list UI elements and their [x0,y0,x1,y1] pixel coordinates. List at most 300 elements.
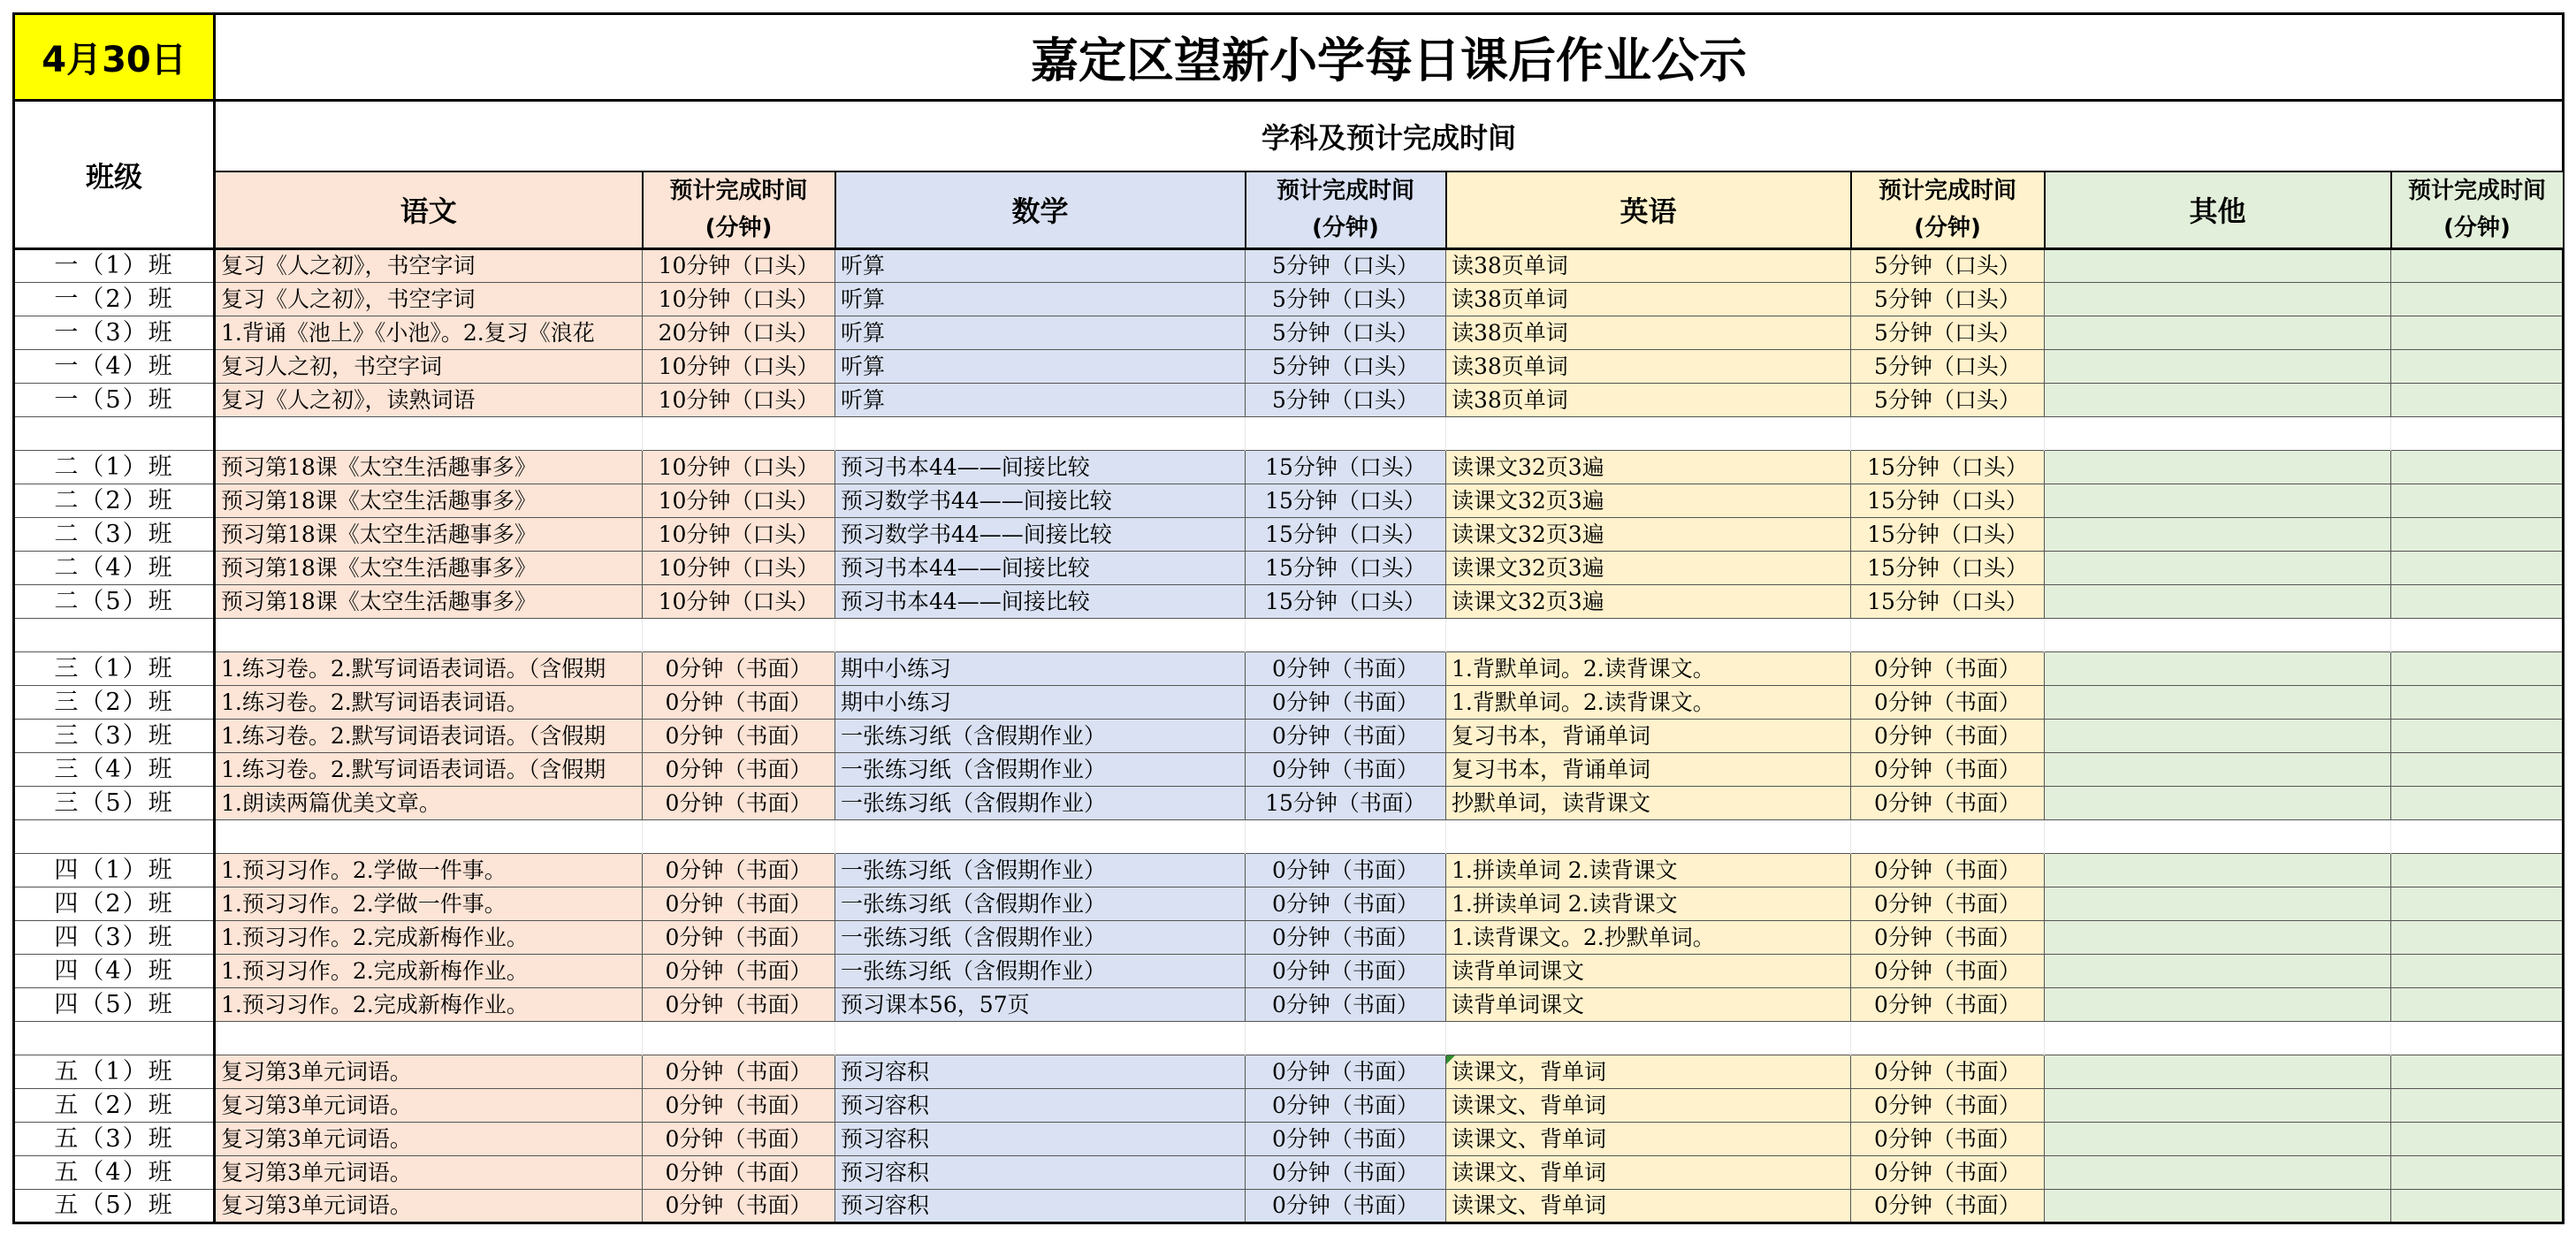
other-time-cell[interactable] [2391,484,2564,518]
math-homework-cell[interactable]: 听算 [835,316,1246,350]
other-time-cell[interactable] [2391,518,2564,552]
math-time-cell[interactable]: 15分钟（口头） [1246,518,1446,552]
math-time-cell[interactable]: 5分钟（口头） [1246,350,1446,384]
empty-cell [1446,820,1851,854]
empty-cell [1246,820,1446,854]
math-homework-cell[interactable]: 预习容积 [835,1190,1246,1223]
other-time-cell[interactable] [2391,955,2564,988]
empty-cell [215,1022,643,1055]
table-row [14,887,2564,921]
grade-separator-row [14,1022,2564,1055]
math-homework-cell[interactable]: 预习书本44——间接比较 [835,552,1246,585]
class-cell[interactable]: 五（5）班 [14,1190,215,1223]
empty-cell [643,619,835,652]
empty-cell [1246,417,1446,451]
chinese-homework-cell[interactable]: 1.练习卷。2.默写词语表词语。（含假期 [215,720,643,753]
empty-cell [1246,619,1446,652]
empty-cell [14,1022,215,1055]
english-homework-cell[interactable]: 复习书本，背诵单词 [1446,753,1851,787]
math-time-cell[interactable]: 5分钟（口头） [1246,316,1446,350]
english-time-cell[interactable]: 0分钟（书面） [1851,1089,2045,1123]
english-homework-cell[interactable]: 读背单词课文 [1446,955,1851,988]
empty-cell [1851,417,2045,451]
other-homework-cell[interactable] [2045,921,2391,955]
english-time-cell[interactable]: 15分钟（口头） [1851,518,2045,552]
table-row [14,316,2564,350]
class-cell[interactable]: 四（2）班 [14,887,215,921]
chinese-time-cell[interactable]: 10分钟（口头） [643,350,835,384]
other-time-cell[interactable] [2391,1055,2564,1089]
english-homework-cell[interactable]: 读课文32页3遍 [1446,518,1851,552]
math-time-cell[interactable]: 5分钟（口头） [1246,249,1446,283]
other-time-cell[interactable] [2391,854,2564,887]
math-homework-cell[interactable]: 期中小练习 [835,686,1246,720]
math-homework-cell[interactable]: 预习书本44——间接比较 [835,585,1246,619]
other-homework-cell[interactable] [2045,552,2391,585]
table-row [14,652,2564,686]
chinese-homework-cell[interactable]: 1.背诵《池上》《小池》。2.复习《浪花 [215,316,643,350]
table-row [14,1123,2564,1156]
class-cell[interactable]: 四（1）班 [14,854,215,887]
english-homework-cell[interactable]: 读课文、背单词 [1446,1156,1851,1190]
math-time-cell[interactable]: 0分钟（书面） [1246,753,1446,787]
chinese-time-cell[interactable]: 0分钟（书面） [643,1156,835,1190]
math-homework-cell[interactable]: 预习课本56，57页 [835,988,1246,1022]
subject-header-chinese: 语文 [215,171,643,249]
other-homework-cell[interactable] [2045,854,2391,887]
empty-cell [215,820,643,854]
class-cell[interactable]: 二（1）班 [14,451,215,484]
other-time-cell[interactable] [2391,1190,2564,1223]
other-homework-cell[interactable] [2045,316,2391,350]
empty-cell [2391,619,2564,652]
math-time-cell[interactable]: 0分钟（书面） [1246,988,1446,1022]
math-time-cell[interactable]: 0分钟（书面） [1246,1055,1446,1089]
class-cell[interactable]: 一（4）班 [14,350,215,384]
english-homework-cell[interactable]: 读课文、背单词 [1446,1089,1851,1123]
math-homework-cell[interactable]: 听算 [835,249,1246,283]
class-cell[interactable]: 二（4）班 [14,552,215,585]
empty-cell [643,820,835,854]
chinese-homework-cell[interactable]: 复习第3单元词语。 [215,1190,643,1223]
empty-cell [1246,1022,1446,1055]
other-time-cell[interactable] [2391,887,2564,921]
english-time-cell[interactable]: 5分钟（口头） [1851,249,2045,283]
english-homework-cell[interactable]: 读课文32页3遍 [1446,585,1851,619]
chinese-time-cell[interactable]: 10分钟（口头） [643,283,835,316]
chinese-homework-cell[interactable]: 复习第3单元词语。 [215,1156,643,1190]
homework-table [12,12,2565,1224]
english-time-cell[interactable]: 0分钟（书面） [1851,1156,2045,1190]
other-time-cell[interactable] [2391,249,2564,283]
chinese-time-cell[interactable]: 10分钟（口头） [643,451,835,484]
chinese-homework-cell[interactable]: 1.练习卷。2.默写词语表词语。（含假期 [215,652,643,686]
chinese-time-cell[interactable]: 0分钟（书面） [643,1055,835,1089]
other-homework-cell[interactable] [2045,1123,2391,1156]
empty-cell [643,1022,835,1055]
chinese-homework-cell[interactable]: 复习第3单元词语。 [215,1055,643,1089]
chinese-homework-cell[interactable]: 1.预习习作。2.完成新梅作业。 [215,921,643,955]
chinese-homework-cell[interactable]: 1.预习习作。2.完成新梅作业。 [215,988,643,1022]
chinese-homework-cell[interactable]: 预习第18课《太空生活趣事多》 [215,552,643,585]
table-row [14,249,2564,283]
grade-separator-row [14,619,2564,652]
table-row [14,720,2564,753]
chinese-time-cell[interactable]: 0分钟（书面） [643,1089,835,1123]
date-cell: 4月30日 [14,14,215,101]
class-cell[interactable]: 五（3）班 [14,1123,215,1156]
english-homework-cell[interactable]: 1.拼读单词 2.读背课文 [1446,887,1851,921]
class-cell[interactable]: 三（1）班 [14,652,215,686]
table-row [14,552,2564,585]
other-homework-cell[interactable] [2045,484,2391,518]
math-time-cell[interactable]: 0分钟（书面） [1246,720,1446,753]
math-time-cell[interactable]: 15分钟（口头） [1246,552,1446,585]
other-time-cell[interactable] [2391,652,2564,686]
class-cell[interactable]: 三（4）班 [14,753,215,787]
english-homework-cell[interactable]: 读38页单词 [1446,350,1851,384]
empty-cell [1446,417,1851,451]
empty-cell [2391,820,2564,854]
table-row [14,283,2564,316]
chinese-homework-cell[interactable]: 复习人之初，书空字词 [215,350,643,384]
chinese-time-cell[interactable]: 20分钟（口头） [643,316,835,350]
chinese-homework-cell[interactable]: 复习第3单元词语。 [215,1089,643,1123]
table-row [14,854,2564,887]
other-homework-cell[interactable] [2045,283,2391,316]
chinese-homework-cell[interactable]: 复习《人之初》，读熟词语 [215,384,643,417]
class-cell[interactable]: 五（1）班 [14,1055,215,1089]
other-homework-cell[interactable] [2045,1190,2391,1223]
class-cell[interactable]: 四（4）班 [14,955,215,988]
math-homework-cell[interactable]: 一张练习纸（含假期作业） [835,753,1246,787]
math-time-cell[interactable]: 0分钟（书面） [1246,921,1446,955]
subject-header-other: 其他 [2045,171,2391,249]
other-time-cell[interactable] [2391,384,2564,417]
math-homework-cell[interactable]: 预习容积 [835,1055,1246,1089]
table-row [14,686,2564,720]
table-row [14,787,2564,820]
empty-cell [835,417,1246,451]
other-time-cell[interactable] [2391,451,2564,484]
class-cell[interactable]: 一（5）班 [14,384,215,417]
empty-cell [2045,1022,2391,1055]
english-time-cell[interactable]: 0分钟（书面） [1851,854,2045,887]
english-time-cell[interactable]: 15分钟（口头） [1851,451,2045,484]
other-time-cell[interactable] [2391,552,2564,585]
english-homework-cell[interactable]: 读38页单词 [1446,283,1851,316]
empty-cell [1446,1022,1851,1055]
subject-group-header: 学科及预计完成时间 [215,101,2564,171]
chinese-homework-cell[interactable]: 复习《人之初》，书空字词 [215,283,643,316]
chinese-time-cell[interactable]: 0分钟（书面） [643,753,835,787]
math-homework-cell[interactable]: 一张练习纸（含假期作业） [835,887,1246,921]
class-cell[interactable]: 三（2）班 [14,686,215,720]
english-homework-cell[interactable]: 读38页单词 [1446,316,1851,350]
english-time-cell[interactable]: 0分钟（书面） [1851,921,2045,955]
table-row [14,955,2564,988]
table-row [14,1055,2564,1089]
english-homework-cell[interactable]: 抄默单词，读背课文 [1446,787,1851,820]
class-cell[interactable]: 三（3）班 [14,720,215,753]
empty-cell [2045,417,2391,451]
chinese-time-cell[interactable]: 0分钟（书面） [643,652,835,686]
other-homework-cell[interactable] [2045,955,2391,988]
chinese-time-cell[interactable]: 0分钟（书面） [643,854,835,887]
math-homework-cell[interactable]: 听算 [835,283,1246,316]
math-time-cell[interactable]: 15分钟（口头） [1246,451,1446,484]
other-time-cell[interactable] [2391,585,2564,619]
other-homework-cell[interactable] [2045,451,2391,484]
english-homework-cell[interactable]: 读38页单词 [1446,384,1851,417]
class-cell[interactable]: 二（5）班 [14,585,215,619]
class-cell[interactable]: 四（3）班 [14,921,215,955]
english-time-cell[interactable]: 0分钟（书面） [1851,955,2045,988]
table-row [14,988,2564,1022]
chinese-time-cell[interactable]: 0分钟（书面） [643,921,835,955]
english-homework-cell[interactable]: 读背单词课文 [1446,988,1851,1022]
class-cell[interactable]: 一（1）班 [14,249,215,283]
chinese-time-cell[interactable]: 0分钟（书面） [643,955,835,988]
chinese-homework-cell[interactable]: 1.练习卷。2.默写词语表词语。 [215,686,643,720]
other-homework-cell[interactable] [2045,585,2391,619]
english-time-cell[interactable]: 15分钟（口头） [1851,552,2045,585]
table-row [14,585,2564,619]
time-header-other: 预计完成时间 (分钟) [2391,171,2564,249]
class-cell[interactable]: 一（3）班 [14,316,215,350]
chinese-homework-cell[interactable]: 预习第18课《太空生活趣事多》 [215,451,643,484]
math-time-cell[interactable]: 15分钟（口头） [1246,585,1446,619]
math-homework-cell[interactable]: 一张练习纸（含假期作业） [835,787,1246,820]
english-time-cell[interactable]: 15分钟（口头） [1851,484,2045,518]
chinese-time-cell[interactable]: 0分钟（书面） [643,1190,835,1223]
empty-cell [835,820,1246,854]
table-row [14,921,2564,955]
other-homework-cell[interactable] [2045,887,2391,921]
table-row [14,484,2564,518]
empty-cell [1851,619,2045,652]
empty-cell [215,619,643,652]
class-cell[interactable]: 四（5）班 [14,988,215,1022]
math-homework-cell[interactable]: 预习容积 [835,1089,1246,1123]
chinese-time-cell[interactable]: 0分钟（书面） [643,988,835,1022]
chinese-homework-cell[interactable]: 预习第18课《太空生活趣事多》 [215,484,643,518]
other-homework-cell[interactable] [2045,988,2391,1022]
english-time-cell[interactable]: 0分钟（书面） [1851,988,2045,1022]
table-row [14,753,2564,787]
math-time-cell[interactable]: 0分钟（书面） [1246,1156,1446,1190]
math-homework-cell[interactable]: 预习容积 [835,1156,1246,1190]
table-row [14,1190,2564,1223]
chinese-homework-cell[interactable]: 1.预习习作。2.完成新梅作业。 [215,955,643,988]
other-homework-cell[interactable] [2045,753,2391,787]
empty-cell [1446,619,1851,652]
english-time-cell[interactable]: 0分钟（书面） [1851,887,2045,921]
other-homework-cell[interactable] [2045,518,2391,552]
other-homework-cell[interactable] [2045,350,2391,384]
class-cell[interactable]: 二（3）班 [14,518,215,552]
english-time-cell[interactable]: 5分钟（口头） [1851,350,2045,384]
english-time-cell[interactable]: 0分钟（书面） [1851,720,2045,753]
chinese-homework-cell[interactable]: 1.预习习作。2.学做一件事。 [215,887,643,921]
math-time-cell[interactable]: 0分钟（书面） [1246,1190,1446,1223]
english-homework-cell[interactable]: 读课文、背单词 [1446,1123,1851,1156]
empty-cell [643,417,835,451]
english-homework-cell[interactable]: 读课文32页3遍 [1446,451,1851,484]
chinese-homework-cell[interactable]: 1.练习卷。2.默写词语表词语。（含假期 [215,753,643,787]
math-time-cell[interactable]: 5分钟（口头） [1246,384,1446,417]
math-time-cell[interactable]: 0分钟（书面） [1246,686,1446,720]
english-homework-cell[interactable]: 读课文32页3遍 [1446,484,1851,518]
math-time-cell[interactable]: 5分钟（口头） [1246,283,1446,316]
math-homework-cell[interactable]: 听算 [835,350,1246,384]
math-time-cell[interactable]: 0分钟（书面） [1246,652,1446,686]
other-time-cell[interactable] [2391,921,2564,955]
class-cell[interactable]: 一（2）班 [14,283,215,316]
class-cell[interactable]: 五（4）班 [14,1156,215,1190]
math-homework-cell[interactable]: 一张练习纸（含假期作业） [835,921,1246,955]
math-homework-cell[interactable]: 预习容积 [835,1123,1246,1156]
chinese-time-cell[interactable]: 0分钟（书面） [643,686,835,720]
class-cell[interactable]: 三（5）班 [14,787,215,820]
other-time-cell[interactable] [2391,787,2564,820]
other-homework-cell[interactable] [2045,787,2391,820]
empty-cell [14,417,215,451]
english-homework-cell[interactable]: 1.读背课文。2.抄默单词。 [1446,921,1851,955]
math-time-cell[interactable]: 15分钟（书面） [1246,787,1446,820]
english-time-cell[interactable]: 0分钟（书面） [1851,753,2045,787]
other-homework-cell[interactable] [2045,384,2391,417]
chinese-homework-cell[interactable]: 复习第3单元词语。 [215,1123,643,1156]
math-time-cell[interactable]: 0分钟（书面） [1246,1089,1446,1123]
grade-separator-row [14,820,2564,854]
table-row [14,1089,2564,1123]
math-homework-cell[interactable]: 期中小练习 [835,652,1246,686]
other-time-cell[interactable] [2391,753,2564,787]
chinese-time-cell[interactable]: 0分钟（书面） [643,720,835,753]
table-row [14,518,2564,552]
math-homework-cell[interactable]: 一张练习纸（含假期作业） [835,720,1246,753]
subject-header-math: 数学 [835,171,1246,249]
other-homework-cell[interactable] [2045,652,2391,686]
chinese-homework-cell[interactable]: 预习第18课《太空生活趣事多》 [215,518,643,552]
empty-cell [215,417,643,451]
english-time-cell[interactable]: 0分钟（书面） [1851,787,2045,820]
subject-header-english: 英语 [1446,171,1851,249]
other-time-cell[interactable] [2391,720,2564,753]
english-homework-cell[interactable]: 读课文、背单词 [1446,1190,1851,1223]
math-time-cell[interactable]: 0分钟（书面） [1246,854,1446,887]
math-time-cell[interactable]: 0分钟（书面） [1246,1123,1446,1156]
english-time-cell[interactable]: 5分钟（口头） [1851,316,2045,350]
time-header-chinese: 预计完成时间 (分钟) [643,171,835,249]
math-homework-cell[interactable]: 听算 [835,384,1246,417]
table-row [14,384,2564,417]
empty-cell [1851,1022,2045,1055]
english-time-cell[interactable]: 0分钟（书面） [1851,652,2045,686]
other-time-cell[interactable] [2391,686,2564,720]
english-homework-cell[interactable]: 1.拼读单词 2.读背课文 [1446,854,1851,887]
english-time-cell[interactable]: 5分钟（口头） [1851,283,2045,316]
math-time-cell[interactable]: 0分钟（书面） [1246,955,1446,988]
other-time-cell[interactable] [2391,1089,2564,1123]
math-homework-cell[interactable]: 预习数学书44——间接比较 [835,484,1246,518]
math-time-cell[interactable]: 15分钟（口头） [1246,484,1446,518]
other-time-cell[interactable] [2391,1156,2564,1190]
chinese-time-cell[interactable]: 10分钟（口头） [643,484,835,518]
time-header-english: 预计完成时间 (分钟) [1851,171,2045,249]
other-homework-cell[interactable] [2045,720,2391,753]
english-homework-cell[interactable]: 1.背默单词。2.读背课文。 [1446,686,1851,720]
math-homework-cell[interactable]: 一张练习纸（含假期作业） [835,854,1246,887]
other-time-cell[interactable] [2391,283,2564,316]
chinese-time-cell[interactable]: 0分钟（书面） [643,1123,835,1156]
table-row [14,1156,2564,1190]
table-row [14,350,2564,384]
class-cell[interactable]: 二（2）班 [14,484,215,518]
table-row [14,451,2564,484]
english-time-cell[interactable]: 0分钟（书面） [1851,1123,2045,1156]
chinese-time-cell[interactable]: 10分钟（口头） [643,518,835,552]
empty-cell [2391,417,2564,451]
other-homework-cell[interactable] [2045,1156,2391,1190]
english-time-cell[interactable]: 0分钟（书面） [1851,686,2045,720]
math-homework-cell[interactable]: 预习书本44——间接比较 [835,451,1246,484]
math-homework-cell[interactable]: 预习数学书44——间接比较 [835,518,1246,552]
chinese-time-cell[interactable]: 0分钟（书面） [643,787,835,820]
empty-cell [835,1022,1246,1055]
chinese-homework-cell[interactable]: 预习第18课《太空生活趣事多》 [215,585,643,619]
class-cell[interactable]: 五（2）班 [14,1089,215,1123]
math-homework-cell[interactable]: 一张练习纸（含假期作业） [835,955,1246,988]
chinese-homework-cell[interactable]: 1.朗读两篇优美文章。 [215,787,643,820]
empty-cell [1851,820,2045,854]
other-time-cell[interactable] [2391,350,2564,384]
chinese-time-cell[interactable]: 10分钟（口头） [643,585,835,619]
empty-cell [835,619,1246,652]
time-header-math: 预计完成时间 (分钟) [1246,171,1446,249]
other-homework-cell[interactable] [2045,1089,2391,1123]
class-header: 班级 [14,101,215,249]
math-time-cell[interactable]: 0分钟（书面） [1246,887,1446,921]
chinese-time-cell[interactable]: 10分钟（口头） [643,552,835,585]
other-homework-cell[interactable] [2045,686,2391,720]
english-homework-cell[interactable]: 读课文，背单词 [1446,1055,1851,1089]
empty-cell [2391,1022,2564,1055]
english-time-cell[interactable]: 15分钟（口头） [1851,585,2045,619]
page-title: 嘉定区望新小学每日课后作业公示 [215,14,2564,101]
other-homework-cell[interactable] [2045,1055,2391,1089]
empty-cell [2045,820,2391,854]
chinese-time-cell[interactable]: 10分钟（口头） [643,384,835,417]
english-homework-cell[interactable]: 读38页单词 [1446,249,1851,283]
other-time-cell[interactable] [2391,316,2564,350]
english-homework-cell[interactable]: 读课文32页3遍 [1446,552,1851,585]
english-homework-cell[interactable]: 1.背默单词。2.读背课文。 [1446,652,1851,686]
other-time-cell[interactable] [2391,1123,2564,1156]
chinese-homework-cell[interactable]: 复习《人之初》，书空字词 [215,249,643,283]
chinese-homework-cell[interactable]: 1.预习习作。2.学做一件事。 [215,854,643,887]
empty-cell [14,619,215,652]
english-time-cell[interactable]: 5分钟（口头） [1851,384,2045,417]
english-time-cell[interactable]: 0分钟（书面） [1851,1055,2045,1089]
english-homework-cell[interactable]: 复习书本，背诵单词 [1446,720,1851,753]
chinese-time-cell[interactable]: 10分钟（口头） [643,249,835,283]
other-homework-cell[interactable] [2045,249,2391,283]
other-time-cell[interactable] [2391,988,2564,1022]
english-time-cell[interactable]: 0分钟（书面） [1851,1190,2045,1223]
chinese-time-cell[interactable]: 0分钟（书面） [643,887,835,921]
